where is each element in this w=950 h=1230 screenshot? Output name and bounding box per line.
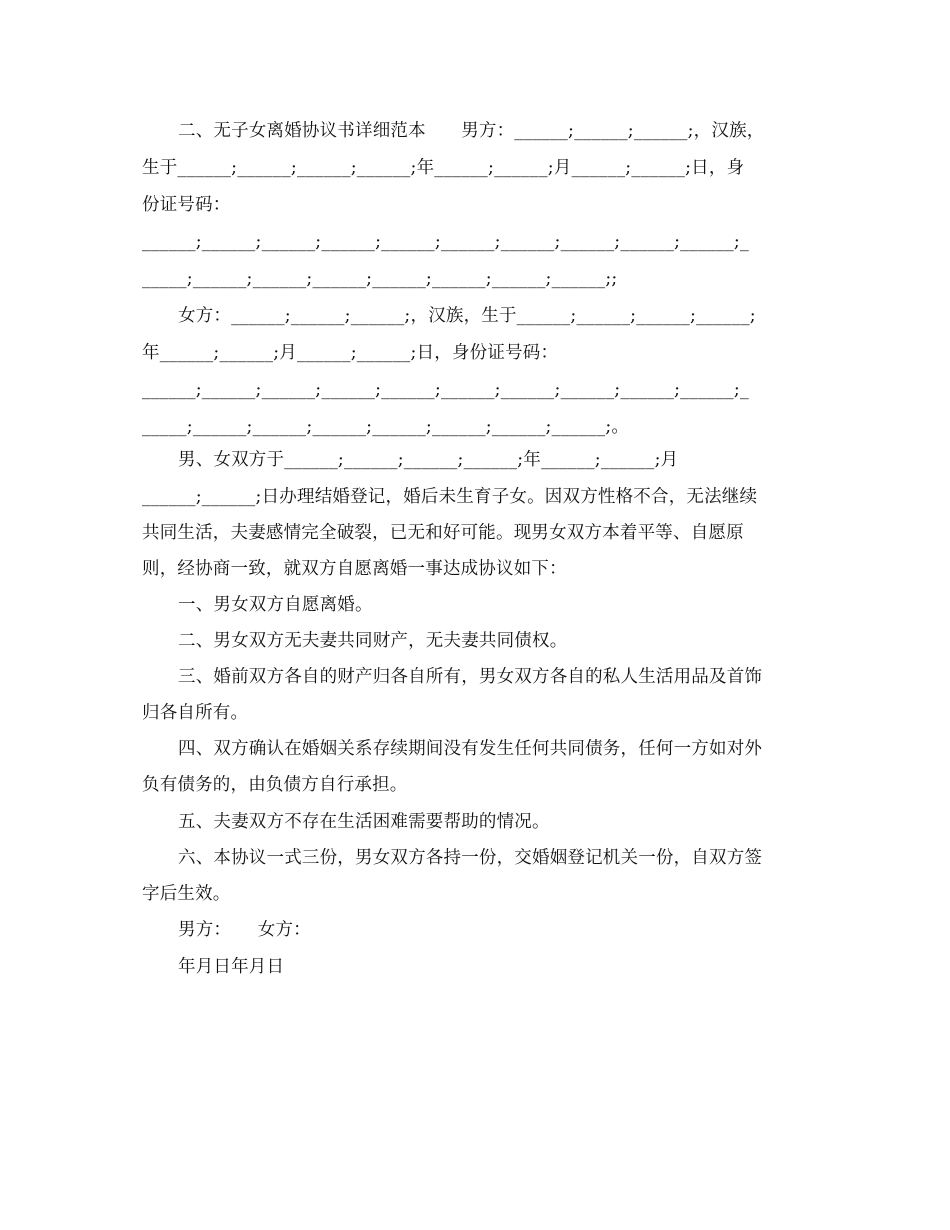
text-line: 生于______;______;______;______;年______;______;月______;______;日，身 <box>142 158 745 178</box>
id-number-blanks: ______;______;______;______;______;______;______;______;______;______;_ <box>142 380 749 400</box>
clause-3-continued: 归各自所有。 <box>142 703 249 723</box>
clause-2: 二、男女双方无夫妻共同财产，无夫妻共同债权。 <box>178 631 568 651</box>
text-line: 则，经协商一致，就双方自愿离婚一事达成协议如下： <box>142 559 567 579</box>
id-number-blanks: _____;______;______;______;______;______;______;______;。 <box>142 417 630 437</box>
text-line: ______;______;日办理结婚登记，婚后未生育子女。因双方性格不合，无法继续 <box>142 487 758 507</box>
clause-4-continued: 负有债务的，由负债方自行承担。 <box>142 775 408 795</box>
clause-6-continued: 字后生效。 <box>142 884 231 904</box>
clause-6: 六、本协议一式三份，男女双方各持一份，交婚姻登记机关一份，自双方签 <box>178 848 763 868</box>
text-line: 女方：______;______;______;，汉族，生于______;______;______;______; <box>178 306 756 326</box>
clause-3: 三、婚前双方各自的财产归各自所有，男女双方各自的私人生活用品及首饰 <box>178 667 763 687</box>
section-heading: 二、无子女离婚协议书详细范本 男方：______;______;______;，汉族， <box>178 121 765 141</box>
clause-4: 四、双方确认在婚姻关系存续期间没有发生任何共同债务，任何一方如对外 <box>178 739 763 759</box>
clause-1: 一、男女双方自愿离婚。 <box>178 595 373 615</box>
text-line: 共同生活，夫妻感情完全破裂，已无和好可能。现男女双方本着平等、自愿原 <box>142 523 744 543</box>
clause-5: 五、夫妻双方不存在生活困难需要帮助的情况。 <box>178 812 550 832</box>
text-line: 份证号码： <box>142 195 231 215</box>
signature-line: 男方： 女方： <box>178 920 311 940</box>
id-number-blanks: ______;______;______;______;______;______;______;______;______;______;_ <box>142 232 749 252</box>
text-line: 男、女双方于______;______;______;______;年______;______;月 <box>178 450 679 470</box>
date-line: 年月日年月日 <box>178 957 285 977</box>
text-line: 年______;______;月______;______;日，身份证号码： <box>142 343 559 363</box>
id-number-blanks: _____;______;______;______;______;______;______;______;; <box>142 269 618 289</box>
